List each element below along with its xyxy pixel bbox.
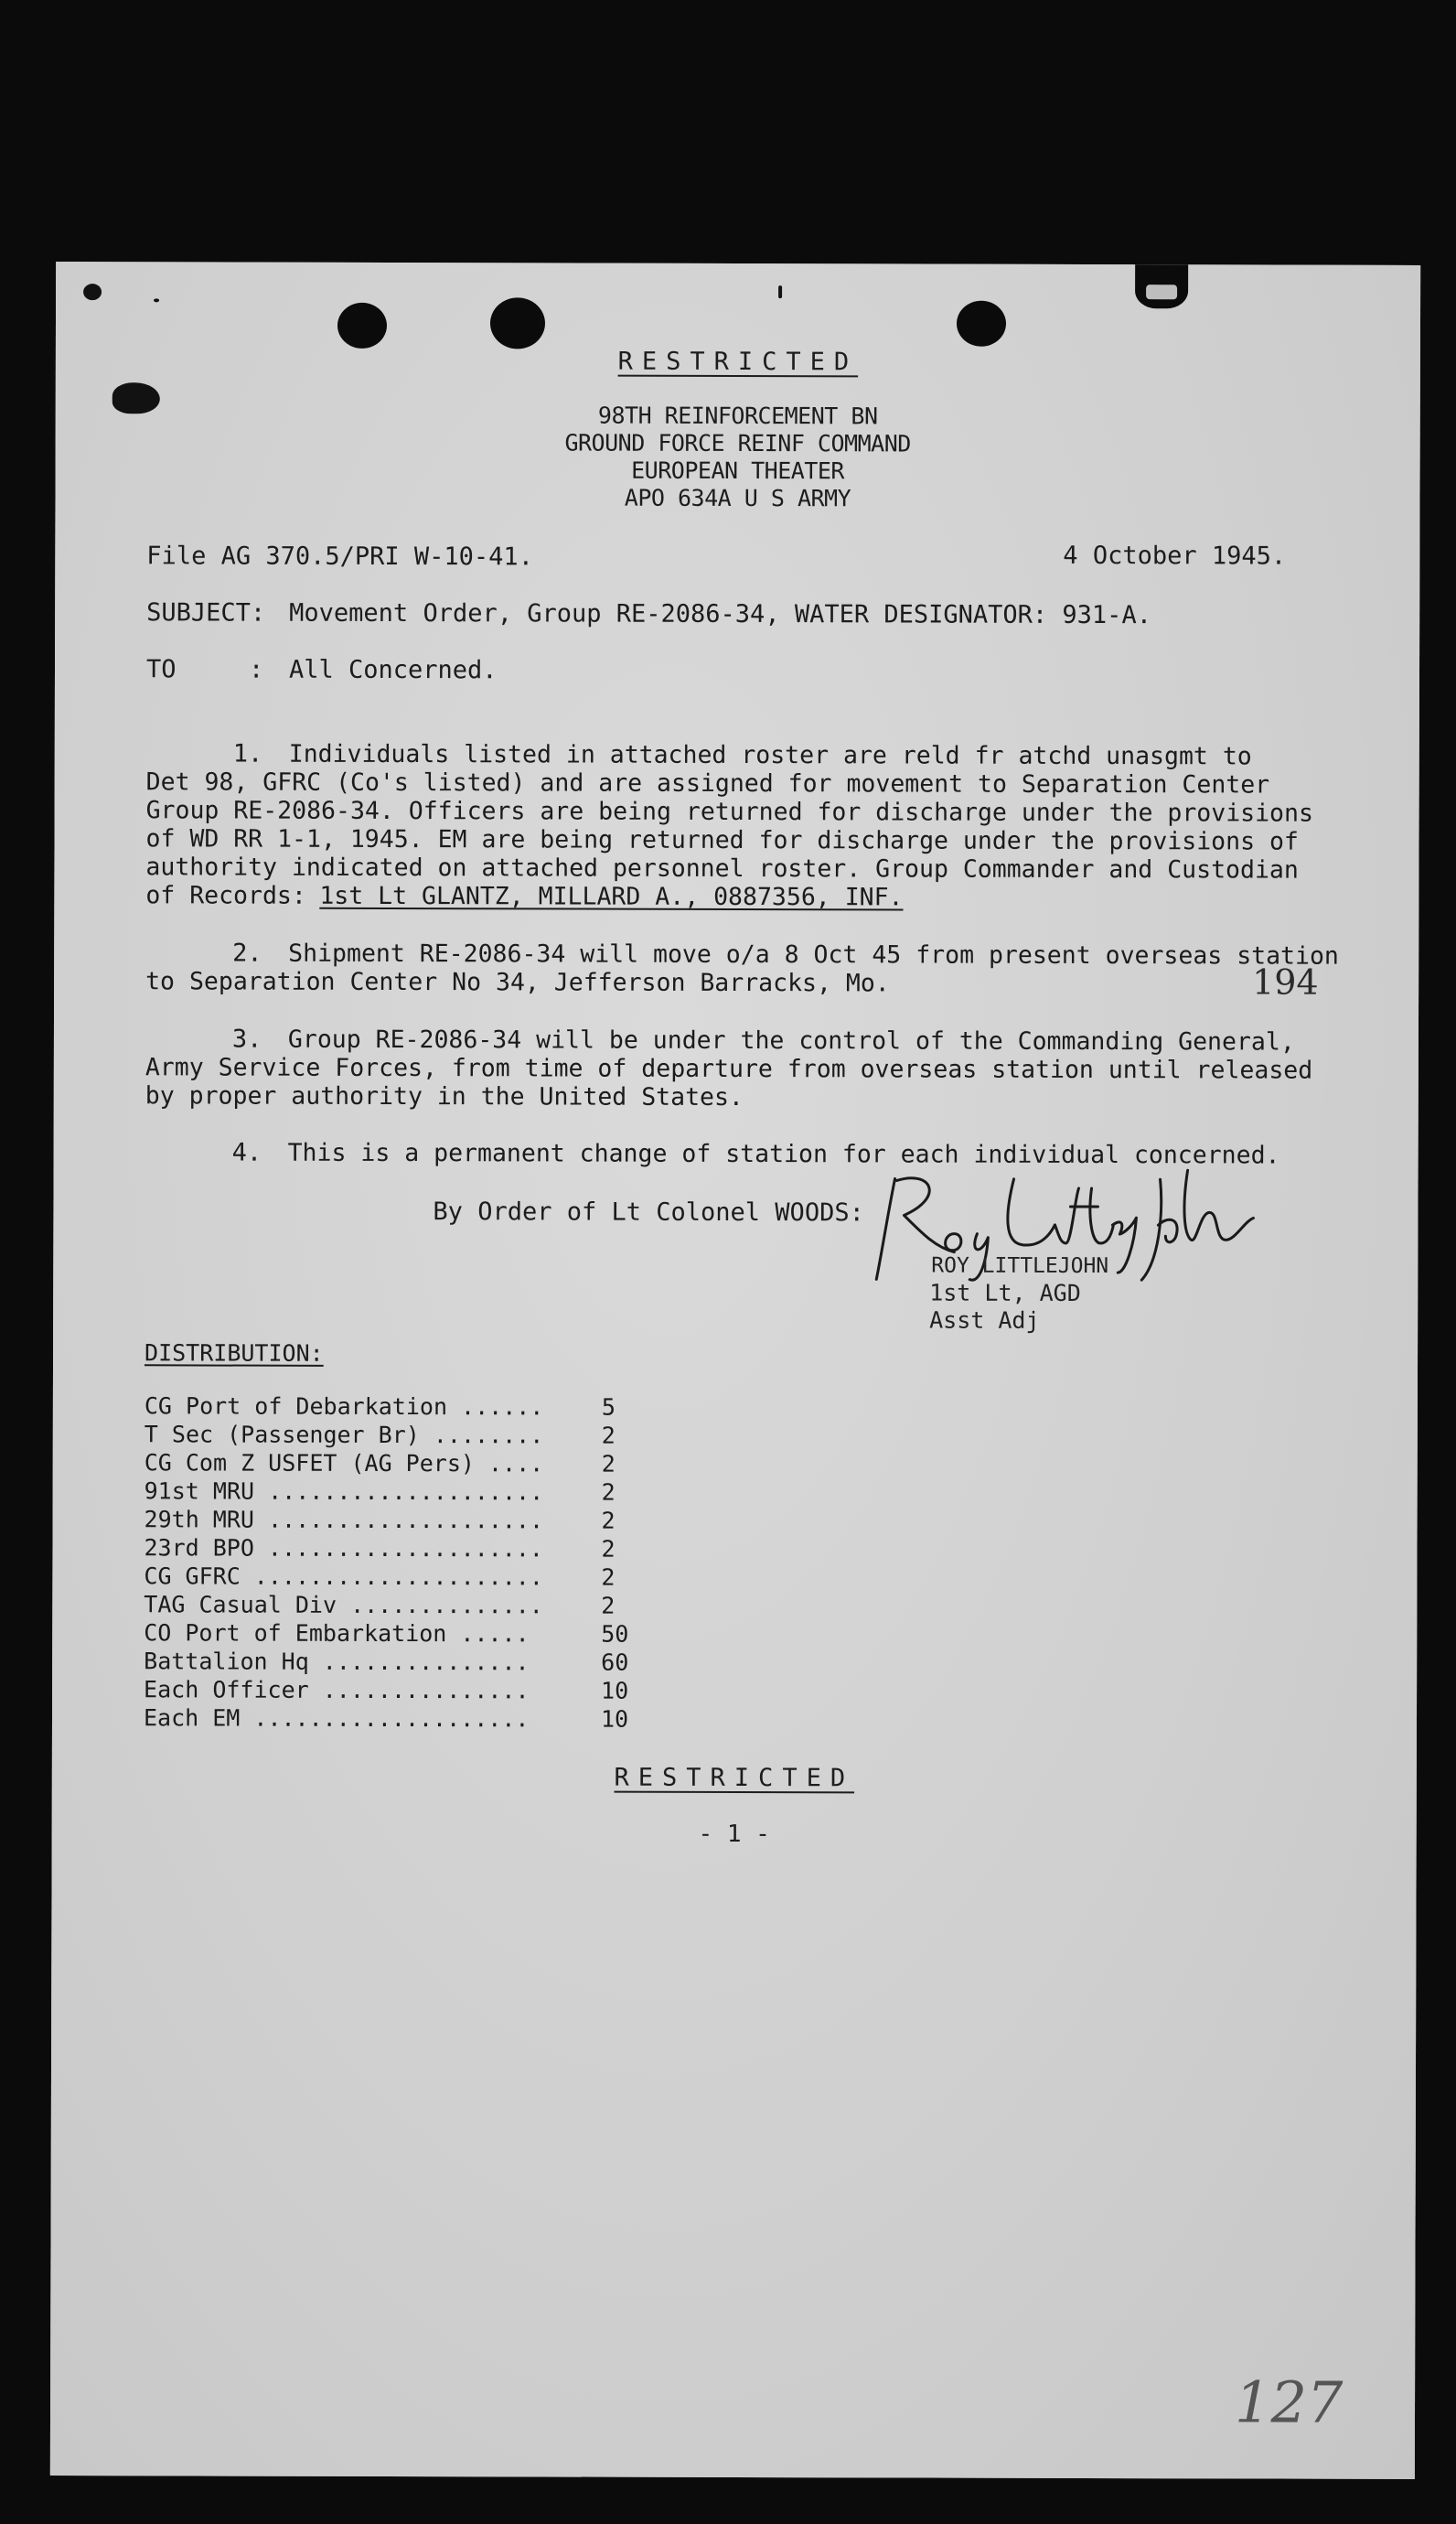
theater-name: EUROPEAN THEATER	[631, 456, 845, 485]
distribution-count: 2	[601, 1507, 616, 1534]
paragraph-1-line-3: Group RE-2086-34. Officers are being returned for discharge under the provisions	[145, 796, 1313, 828]
distribution-label: Each Officer ...............	[144, 1676, 530, 1704]
paragraph-2-line-2: to Separation Center No 34, Jefferson Barracks, Mo.	[145, 967, 890, 998]
distribution-count: 2	[601, 1422, 616, 1449]
distribution-row	[144, 1591, 656, 1619]
paragraph-1-line-1: Individuals listed in attached roster are reld fr atchd unasgmt to	[288, 739, 1252, 771]
command-name: GROUND FORCE REINF COMMAND	[564, 429, 911, 457]
punch-hole-3	[957, 301, 1006, 347]
distribution-label: Each EM ....................	[143, 1704, 530, 1733]
distribution-label: 23rd BPO ....................	[144, 1534, 544, 1563]
distribution-count: 2	[601, 1478, 616, 1506]
apo-line: APO 634A U S ARMY	[624, 484, 851, 512]
signatory-title: Asst Adj	[929, 1306, 1040, 1334]
document-page	[50, 262, 1420, 2479]
paragraph-1-line-4: of WD RR 1-1, 1945. EM are being returned for discharge under the provisions of	[145, 824, 1299, 856]
signature-script-text	[931, 1216, 938, 1217]
paragraph-3-line-3: by proper authority in the United States.	[145, 1081, 744, 1112]
distribution-row	[144, 1506, 657, 1534]
distribution-count: 10	[600, 1705, 629, 1733]
restricted-footer: RESTRICTED	[614, 1763, 855, 1793]
paragraph-4-number: 4.	[231, 1138, 262, 1167]
distribution-count: 10	[601, 1677, 629, 1704]
distribution-count: 2	[601, 1450, 616, 1477]
distribution-label: CG Port of Debarkation ......	[144, 1392, 544, 1421]
punch-hole-1	[337, 303, 387, 349]
paragraph-1-number: 1.	[232, 739, 263, 768]
ink-mark-3	[154, 298, 159, 302]
to-colon: :	[248, 655, 264, 684]
page-number: - 1 -	[698, 1820, 770, 1849]
paragraph-1-line-5: authority indicated on attached personnel roster. Group Commander and Custodian	[145, 853, 1299, 885]
distribution-row	[144, 1619, 656, 1648]
distribution-label: TAG Casual Div ..............	[144, 1591, 543, 1619]
paragraph-2-line-1: Shipment RE-2086-34 will move o/a 8 Oct 45 from present overseas station	[288, 939, 1339, 971]
paragraph-3-line-1: Group RE-2086-34 will be under the control of the Commanding General,	[287, 1025, 1295, 1057]
order-line: By Order of Lt Colonel WOODS:	[433, 1198, 864, 1228]
stamp-number: 194	[1252, 961, 1319, 1003]
punch-hole-2	[490, 297, 545, 349]
paragraph-2-number: 2.	[232, 939, 262, 968]
distribution-row	[144, 1648, 656, 1676]
distribution-count: 2	[601, 1592, 616, 1619]
distribution-label: 91st MRU ....................	[144, 1477, 544, 1506]
paragraph-1-line-2: Det 98, GFRC (Co's listed) and are assigned for movement to Separation Center	[145, 768, 1270, 800]
paragraph-1-line-6: of Records:	[145, 881, 321, 910]
distribution-label: 29th MRU ....................	[144, 1506, 544, 1534]
paragraph-4-line-1: This is a permanent change of station for each individual concerned.	[287, 1138, 1280, 1170]
distribution-row	[144, 1421, 657, 1449]
distribution-row	[143, 1704, 656, 1733]
distribution-row	[144, 1676, 656, 1704]
subject-text: Movement Order, Group RE-2086-34, WATER DESIGNATOR: 931-A.	[289, 598, 1152, 630]
to-label: TO	[145, 655, 177, 684]
distribution-label: T Sec (Passenger Br) ........	[144, 1421, 544, 1449]
paragraph-3-line-2: Army Service Forces, from time of departure from overseas station until released	[145, 1053, 1313, 1085]
distribution-row	[144, 1477, 657, 1506]
ink-mark-4	[778, 285, 782, 298]
distribution-count: 5	[601, 1393, 616, 1421]
distribution-label: CO Port of Embarkation .....	[144, 1619, 530, 1648]
distribution-heading: DISTRIBUTION:	[145, 1339, 324, 1367]
document-date: 4 October 1945.	[1063, 541, 1287, 571]
distribution-row	[144, 1392, 657, 1421]
signatory-name: ROY LITTLEJOHN	[931, 1253, 1109, 1279]
handwritten-page-number: 127	[1234, 2368, 1344, 2436]
distribution-label: Battalion Hq ...............	[144, 1648, 530, 1676]
distribution-row	[144, 1449, 657, 1477]
distribution-label: CG GFRC .....................	[144, 1563, 543, 1591]
binding-tab-fastener	[1146, 285, 1177, 299]
distribution-count: 60	[601, 1649, 629, 1676]
paragraph-3-number: 3.	[231, 1025, 262, 1054]
distribution-count: 50	[601, 1620, 629, 1648]
to-text: All Concerned.	[288, 655, 498, 685]
distribution-count: 2	[601, 1535, 616, 1563]
distribution-label: CG Com Z USFET (AG Pers) ....	[144, 1449, 544, 1477]
distribution-row	[144, 1534, 657, 1563]
file-reference: File AG 370.5/PRI W-10-41.	[146, 542, 534, 572]
restricted-header: RESTRICTED	[617, 347, 859, 377]
ink-blot-1	[83, 284, 102, 300]
custodian-of-records: 1st Lt GLANTZ, MILLARD A., 0887356, INF.	[319, 881, 904, 912]
signatory-rank: 1st Lt, AGD	[929, 1279, 1081, 1306]
subject-label: SUBJECT:	[146, 598, 266, 628]
distribution-count: 2	[601, 1563, 616, 1591]
unit-name: 98TH REINFORCEMENT BN	[597, 402, 878, 430]
